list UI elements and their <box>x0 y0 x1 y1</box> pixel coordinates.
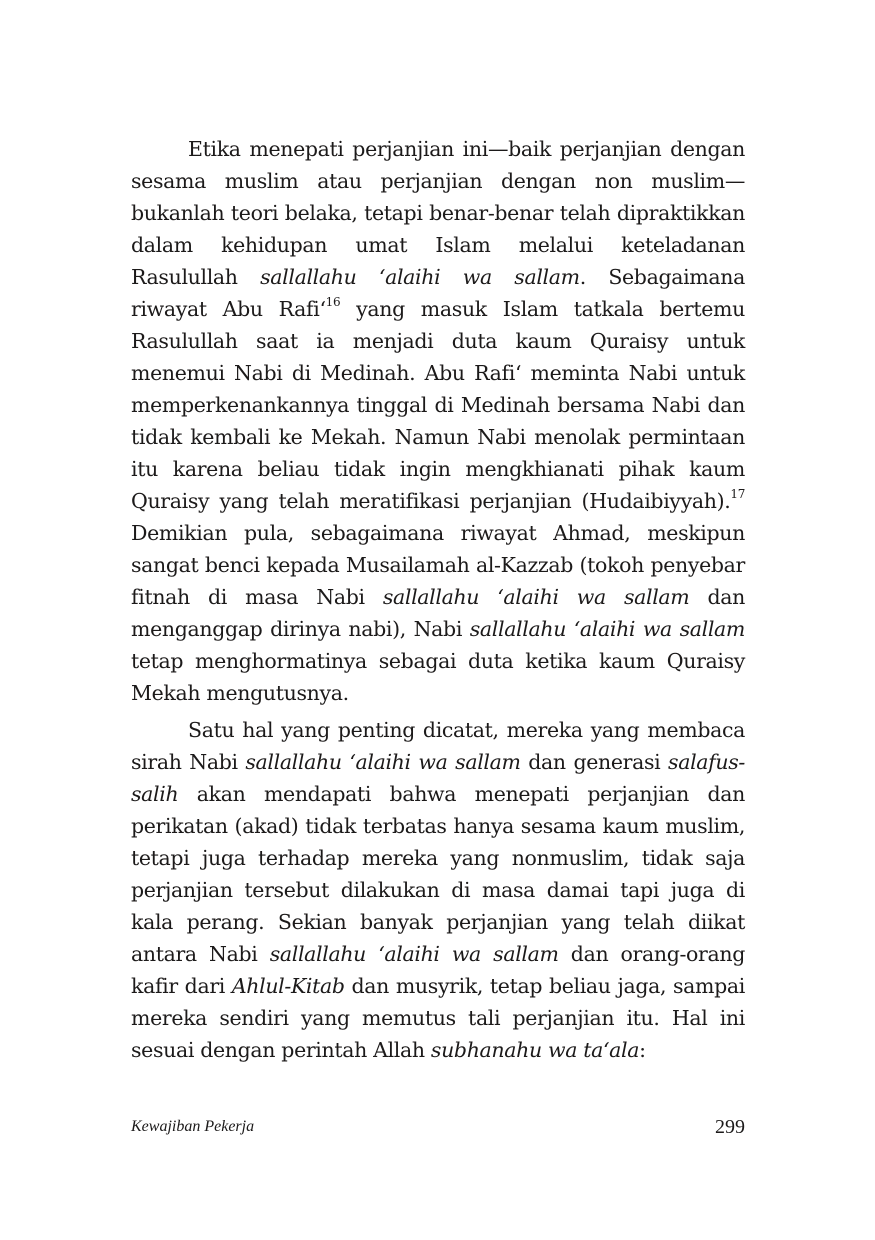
italic-term: sallallahu ‘alaihi wa sallam <box>260 265 580 289</box>
text-run: Satu hal yang penting dicatat, mereka yang membaca sirah Nabi <box>131 718 745 774</box>
text-run: dan orang-orang kafir dari <box>131 942 745 998</box>
italic-term: sallallahu ‘alaihi wa sallam <box>245 750 521 774</box>
running-title: Kewajiban Pekerja <box>131 1118 255 1135</box>
footnote-marker: 16 <box>325 295 341 310</box>
body-text <box>131 133 745 1071</box>
text-run: Demikian pula, sebagaimana riwayat Ahmad, meskipun sangat benci kepada Musailamah al-Kazzab (tokoh penyebar fitnah di masa Nabi <box>131 521 745 609</box>
text-run: akan mendapati bahwa menepati perjanjian dan perikatan (akad) tidak terbatas hanya sesama kaum muslim, tetapi juga terhadap mereka yang nonmuslim, tidak saja perjanjian tersebut dilakukan di masa damai tapi juga di kala perang. Sekian banyak perjanjian yang telah diikat antara Nabi <box>131 782 745 966</box>
text-run: yang masuk Islam tatkala bertemu Rasulullah saat ia menjadi duta kaum Quraisy untuk menemui Nabi di Medinah. Abu Rafi‘ meminta Nabi untuk memperkenankannya tinggal di Medinah bersama Nabi dan tidak kembali ke Mekah. Namun Nabi menolak permintaan itu karena beliau tidak ingin mengkhianati pihak kaum Quraisy yang telah meratifikasi perjanjian (Hudaibiyyah). <box>131 297 745 513</box>
italic-term: salafus-salih <box>131 750 745 806</box>
italic-term: subhanahu wa ta‘ala <box>430 1038 640 1062</box>
page-number: 299 <box>715 1116 745 1138</box>
text-run: dan menganggap dirinya nabi), Nabi <box>131 585 746 641</box>
paragraph <box>131 714 745 1066</box>
italic-term: sallallahu ‘alaihi wa sallam <box>382 585 690 609</box>
text-run: Etika menepati perjanjian ini—baik perjanjian dengan sesama muslim atau perjanjian dengan non muslim—bukanlah teori belaka, tetapi benar-benar telah dipraktikkan dalam kehidupan umat Islam melalui keteladanan Rasulullah <box>131 137 745 289</box>
text-run: dan musyrik, tetap beliau jaga, sampai mereka sendiri yang memutus tali perjanjian itu. Hal ini sesuai dengan perintah Allah <box>131 974 745 1062</box>
italic-term: sallallahu ‘alaihi wa sallam <box>469 617 745 641</box>
paragraph <box>131 133 745 709</box>
text-run: . Sebagaimana riwayat Abu Rafi‘ <box>131 265 745 321</box>
text-run: dan generasi <box>520 750 669 774</box>
italic-term: Ahlul-Kitab <box>231 974 345 998</box>
page-footer <box>131 1115 745 1143</box>
footnote-marker: 17 <box>730 487 745 502</box>
text-run: tetap menghormatinya sebagai duta ketika kaum Quraisy Mekah mengutusnya. <box>131 649 745 705</box>
text-run: : <box>639 1038 646 1062</box>
italic-term: sallallahu ‘alaihi wa sallam <box>269 942 559 966</box>
